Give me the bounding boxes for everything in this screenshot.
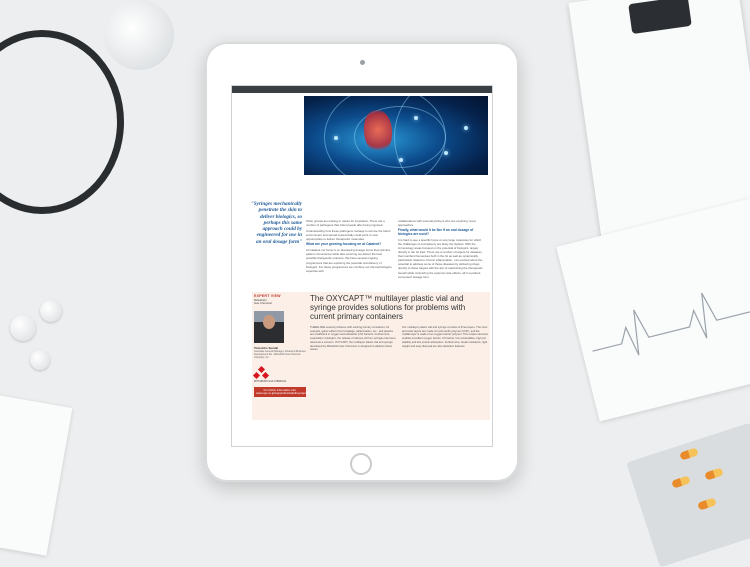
article-column-left [306,219,392,275]
blister-pack-image [626,423,750,567]
expert-body-col2: Our multilayer plastic vial and syringe consists of three layers. The inner and outer layers are made of cyclo-olefin polymer (COP), and the middle layer is made of an oxygen barrier polymer. This unique structure enables excellent oxygen barrier, UV barrier, low extractables, high pH stability and low protein adsorption. Furthermore, break resistance, light weight and easy disposal are also attractive features. [402,326,488,348]
expert-view-label: EXPERT VIEW [254,294,281,298]
camera-dot [360,60,365,65]
pill-image [40,300,62,322]
paper-sheet [0,394,72,556]
article-column-right [398,219,486,281]
paragraph: It is hard to see a specific focus on any large molecules for which the challenges of oral delivery are likely the highest. With the immunology areas focused on the potential of biologics, largely directly in the GI tract. There are a number of targets for diseases that manifest themselves both in the GI as well as systemically, particularly related to chronic inflammation. I am excited about the potential to address some of these diseases by delivering drugs directly to these targets with the aim of maximizing the therapeutic benefit while minimizing the systemic side effects, all in a patient-convenient dosage form. [398,237,483,279]
pill-image [10,315,36,341]
paragraph: Other groups are looking to nature for inspiration. There are a number of pathogens that infect people after being ingested. [306,219,385,228]
pull-quote: "Syringes mechanically penetrate the skin to deliver biologics, so perhaps this same approach could by engineered for use in an oral dosage form" [250,201,302,245]
tablet-device [205,42,519,482]
paragraph: collaborations with external partners who are exploring novel approaches. [398,219,476,228]
mitsubishi-logo-icon [254,367,268,379]
logo-caption: MITSUBISHI GAS CHEMICAL [254,379,287,383]
author-name: Tomohiro Suzuki [254,345,279,350]
expert-headline: The OXYCAPT™ multilayer plastic vial and syringe provides solutions for problems with current primary containers [310,294,466,321]
expert-view-box [252,292,490,420]
reader-topbar [232,86,492,93]
expert-sidebar [254,294,312,397]
ecg-paper [556,198,750,421]
home-button[interactable] [350,453,372,475]
author-title: Associate General Manager, Advanced Business Development Div., Mitsubishi Gas Chemical Company, Inc. [254,349,306,359]
section-heading: What are your growing focusing on at Catalent? [306,242,382,247]
paragraph: Understanding how these pathogens manage to survive the harsh environment and spread systemically could point to new opportunities to deliver therapeutic molecules. [306,229,391,242]
pill-bottle-image [104,0,174,70]
section-heading: Finally, what would it be like if an oral dosage of biologics are used? [398,228,474,236]
ecg-trace [556,198,750,421]
hero-image [304,96,488,175]
pill-image [30,350,50,370]
further-info-link[interactable]: For further information visit: www.mgc.co.jp/eng/products/abd/oxycapt.html [254,387,306,398]
tablet-screen[interactable] [232,86,492,446]
author-photo [254,311,284,343]
paragraph: At Catalent our focus is on developing dosage forms that optimize patient convenience while also ensuring we deliver the best possible therapeutic outcome. We have several ongoing programmes that are exploring the potential oral delivery of biologics. For these programmes we combine our internal biologics expertise with [306,248,392,273]
company-name: Mitsubishi Gas Chemical [254,298,272,306]
expert-body-col1: THERE ARE several problems with existing primary containers; for example, glass suffers from breakage, delamination, etc., and plastics are insufficient in oxygen and ultraviolet (UV) barriers. Furthermore, especially in biologics, the release of silicone oil from syringes has been raised as a concern. OXYCAPT, the multilayer plastic vial and syringe developed by Mitsubishi Gas Chemical, is designed to address these issues. [310,326,396,352]
